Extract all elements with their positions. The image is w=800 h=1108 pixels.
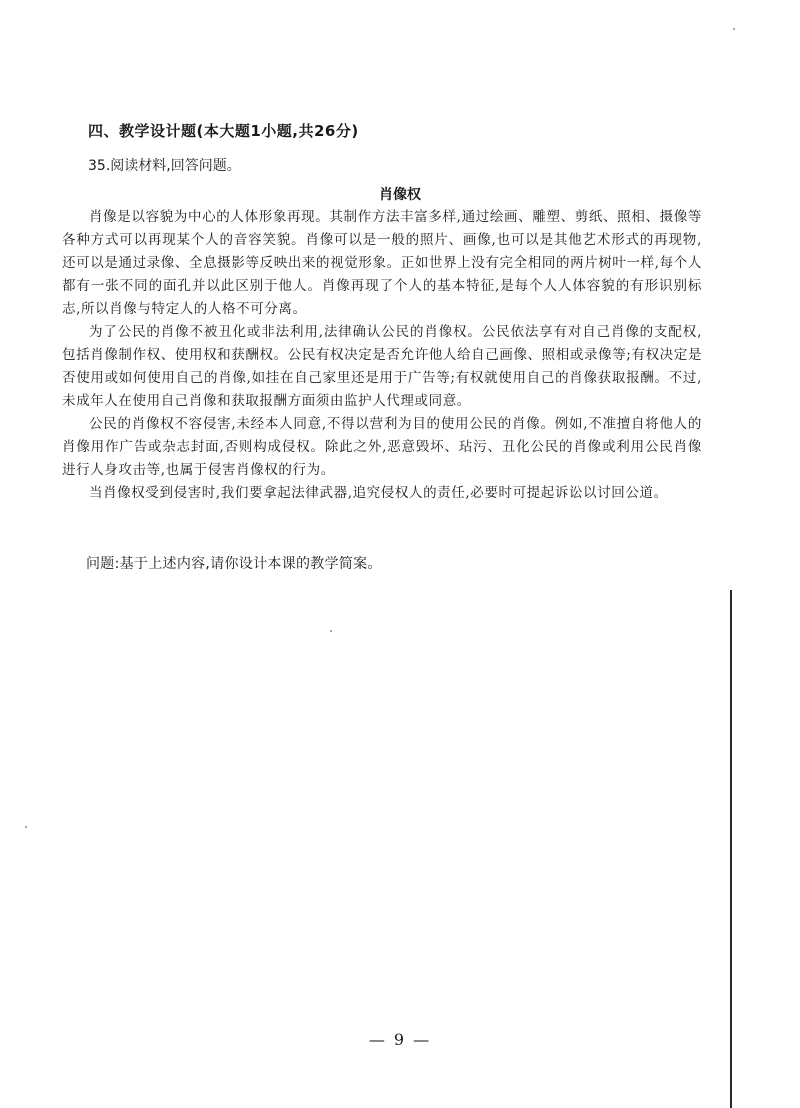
- scan-speck: [733, 28, 735, 30]
- section-heading: 四、教学设计题(本大题1小题,共26分): [88, 122, 359, 140]
- material-paragraph: 为了公民的肖像不被丑化或非法利用,法律确认公民的肖像权。公民依法享有对自己肖像的支配权,包括肖像制作权、使用权和获酬权。公民有权决定是否允许他人给自己画像、照相或录像等;有权决定是否使用或如何使用自己的肖像,如挂在自己家里还是用于广告等;有权就使用自己的肖像获取报酬。不过,未成年人在使用自己肖像和获取报酬方面须由监护人代理或同意。: [62, 324, 702, 409]
- scan-edge-line: [730, 590, 732, 1108]
- material-paragraph: 肖像是以容貌为中心的人体形象再现。其制作方法丰富多样,通过绘画、雕塑、剪纸、照相、摄像等各种方式可以再现某个人的音容笑貌。肖像可以是一般的照片、画像,也可以是其他艺术形式的再现物,还可以是通过录像、全息摄影等反映出来的视觉形象。正如世界上没有完全相同的两片树叶一样,每个人都有一张不同的面孔并以此区别于他人。肖像再现了个人的基本特征,是每个人人体容貌的有形识别标志,所以肖像与特定人的人格不可分离。: [62, 209, 702, 317]
- material-title: 肖像权: [379, 187, 421, 203]
- material-paragraph: 公民的肖像权不容侵害,未经本人同意,不得以营利为目的使用公民的肖像。例如,不准擅自将他人的肖像用作广告或杂志封面,否则构成侵权。除此之外,恶意毁坏、玷污、丑化公民的肖像或利用公民肖像进行人身攻击等,也属于侵害肖像权的行为。: [62, 416, 702, 478]
- question-intro: 35.阅读材料,回答问题。: [88, 158, 241, 174]
- question-prompt: 问题:基于上述内容,请你设计本课的教学简案。: [86, 556, 382, 572]
- scan-speck: [330, 630, 332, 632]
- scan-speck: [25, 826, 27, 828]
- page-number: — 9 —: [368, 1030, 432, 1049]
- material-body: [62, 206, 702, 505]
- material-paragraph: 当肖像权受到侵害时,我们要拿起法律武器,追究侵权人的责任,必要时可提起诉讼以讨回公道。: [89, 485, 668, 501]
